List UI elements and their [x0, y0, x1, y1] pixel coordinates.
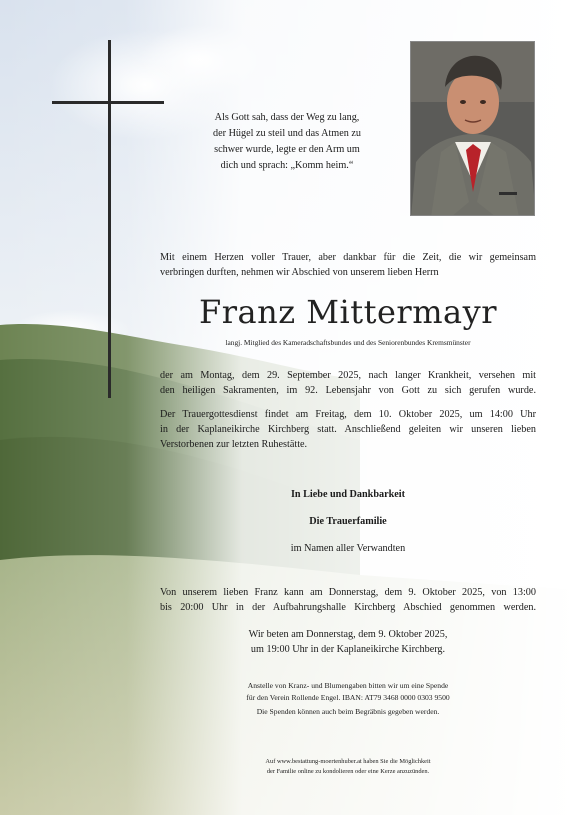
service-line-1: Der Trauergottesdienst findet am Freitag, dem 10. Oktober 2025, um 14:00 Uhr — [160, 409, 536, 420]
farewell-line-2: bis 20:00 Uhr in der Aufbahrungshalle Kirchberg Abschied genommen werden. — [160, 602, 536, 613]
prayer-line-2: um 19:00 Uhr in der Kaplaneikirche Kirchberg. — [250, 644, 446, 655]
farewell-line-1: Von unserem lieben Franz kann am Donnerstag, dem 9. Oktober 2025, von 13:00 — [160, 587, 536, 598]
intro-line-2: verbringen durften, nehmen wir Abschied von unserem lieben Herrn — [160, 267, 439, 278]
intro-line-1: Mit einem Herzen voller Trauer, aber dankbar für die Zeit, die wir gemeinsam — [160, 252, 536, 263]
service-line-3: Verstorbenen zur letzten Ruhestätte. — [160, 439, 308, 450]
poem-line: der Hügel zu steil und das Atmen zu — [213, 128, 361, 139]
footer-line-1: Auf www.bestattung-moertenhuber.at haben Sie die Möglichkeit — [265, 758, 431, 765]
death-notice-line-1: der am Montag, dem 29. September 2025, nach langer Krankheit, versehen mit — [160, 370, 536, 381]
death-notice-line-2: den heiligen Sakramenten, im 92. Lebensjahr von Gott zu sich gerufen wurde. — [160, 385, 536, 396]
footer-line-2: der Familie online zu kondolieren oder eine Kerze anzuzünden. — [266, 768, 430, 775]
deceased-description: langj. Mitglied des Kameradschaftsbundes und des Seniorenbundes Kremsmünster — [225, 338, 471, 347]
poem-line: Als Gott sah, dass der Weg zu lang, — [214, 112, 360, 123]
donation-line-2: für den Verein Rollende Engel. IBAN: AT79 3468 0000 0303 9500 — [246, 693, 450, 702]
family-line-2: Die Trauerfamilie — [309, 516, 387, 527]
donation-line-3: Die Spenden können auch beim Begräbnis gegeben werden. — [256, 707, 440, 716]
poem-line: dich und sprach: „Komm heim.“ — [220, 160, 354, 171]
poem — [182, 110, 392, 174]
cross-horizontal-bar — [52, 101, 164, 104]
deceased-name: Franz Mittermayr — [199, 293, 497, 331]
prayer-line-1: Wir beten am Donnerstag, dem 9. Oktober 2025, — [248, 629, 448, 640]
family-line-3: im Namen aller Verwandten — [290, 543, 406, 554]
family-line-1: In Liebe und Dankbarkeit — [290, 489, 406, 500]
poem-line: schwer wurde, legte er den Arm um — [214, 144, 360, 155]
donation-line-1: Anstelle von Kranz- und Blumengaben bitten wir um eine Spende — [247, 681, 449, 690]
service-line-2: in der Kaplaneikirche Kirchberg statt. Anschließend geleiten wir unseren lieben — [160, 424, 536, 435]
cross-vertical-bar — [108, 40, 111, 398]
portrait-photo — [410, 41, 535, 216]
